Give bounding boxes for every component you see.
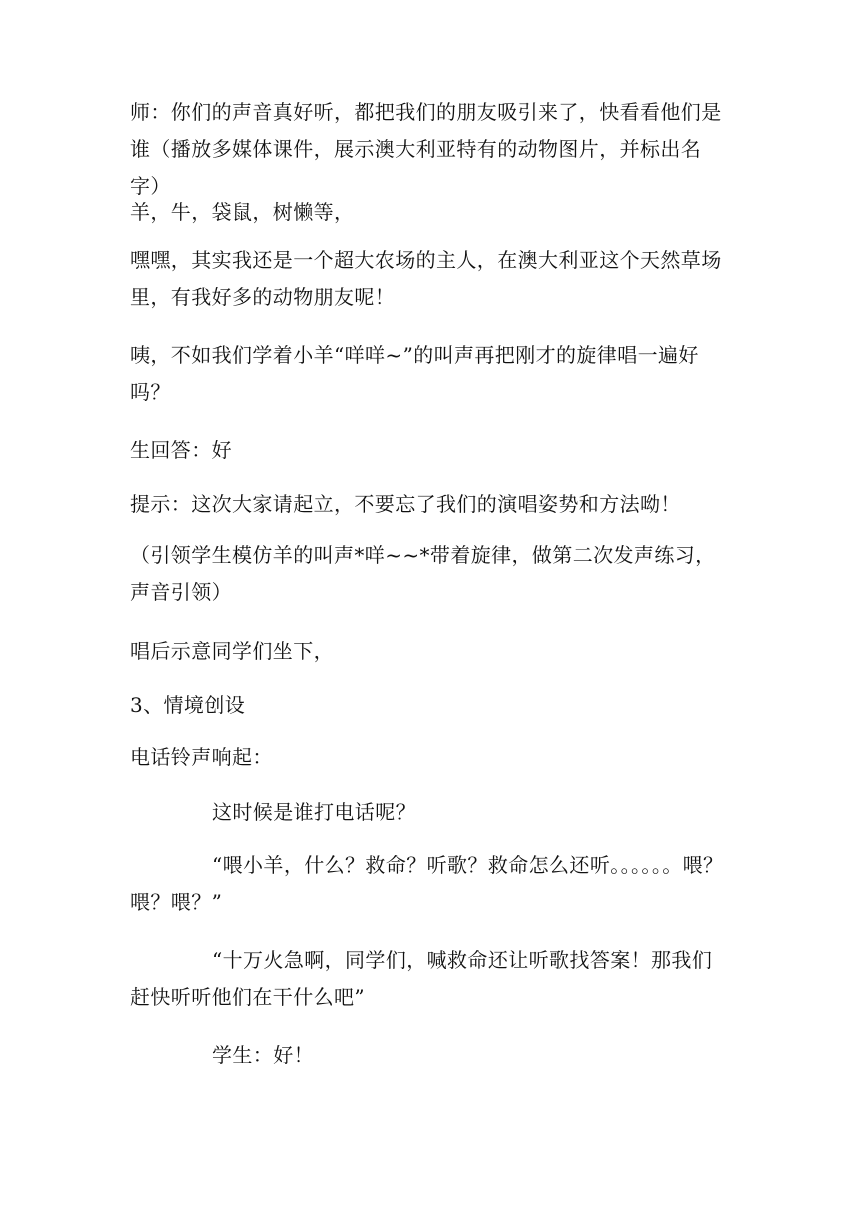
paragraph-stand-up-tip: 提示：这次大家请起立，不要忘了我们的演唱姿势和方法呦！ (130, 492, 681, 516)
paragraph-sit-down: 唱后示意同学们坐下， (130, 639, 334, 663)
paragraph-student-ok: 学生：好！ (212, 1043, 314, 1067)
paragraph-teacher-intro: 师：你们的声音真好听，都把我们的朋友吸引来了，快看看他们是谁（播放多媒体课件，展示澳大利亚特有的动物图片，并标出名字） (130, 100, 722, 198)
paragraph-animals-list: 羊，牛，袋鼠，树懒等， (130, 200, 355, 224)
paragraph-phone-dialogue: “喂小羊，什么？救命？听歌？救命怎么还听。。。。。。喂？喂？喂？” (130, 853, 724, 914)
paragraph-student-answer: 生回答：好 (130, 438, 232, 462)
paragraph-sheep-sound: 咦，不如我们学着小羊“咩咩~”的叫声再把刚才的旋律唱一遍好吗？ (130, 343, 699, 404)
paragraph-who-calls: 这时候是谁打电话呢？ (212, 800, 416, 824)
paragraph-urgent-listen: “十万火急啊，同学们，喊救命还让听歌找答案！那我们赶快听听他们在干什么吧” (130, 948, 713, 1009)
section-heading-scenario: 3、情境创设 (130, 693, 246, 717)
paragraph-phone-rings: 电话铃声响起： (130, 745, 273, 769)
paragraph-vocal-practice: （引领学生模仿羊的叫声*咩~~*带着旋律，做第二次发声练习，声音引领） (130, 543, 716, 604)
paragraph-farm-owner: 嘿嘿，其实我还是一个超大农场的主人，在澳大利亚这个天然草场里，有我好多的动物朋友呢！ (130, 248, 722, 309)
